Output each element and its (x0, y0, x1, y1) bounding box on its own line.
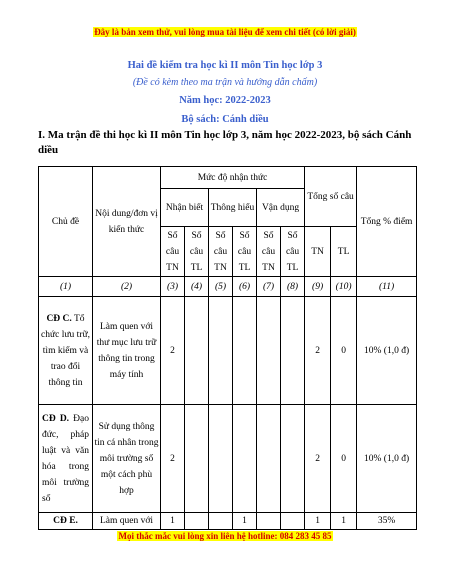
header-nb-tn: Số câu TN (161, 227, 185, 277)
header-thong-hieu: Thông hiểu (209, 189, 257, 227)
chu-de-code: CĐ E. (53, 516, 78, 526)
col-number: (6) (233, 277, 257, 297)
hotline-text: Mọi thắc mắc vui lòng xin liên hệ hotline: 084 283 45 85 (118, 531, 332, 541)
table-row (39, 297, 417, 405)
tong-tl-cell: 0 (331, 297, 357, 405)
diem-cell: 35% (357, 513, 417, 530)
diem-cell: 10% (1,0 đ) (357, 297, 417, 405)
nb-tn-cell: 2 (161, 405, 185, 513)
vd-tn-cell (257, 405, 281, 513)
diem-cell: 10% (1,0 đ) (357, 405, 417, 513)
th-tn-cell (209, 297, 233, 405)
col-number: (8) (281, 277, 305, 297)
assessment-matrix-table (38, 166, 417, 530)
chu-de-code: CĐ D. (42, 413, 70, 424)
tong-tl-cell: 0 (331, 405, 357, 513)
vd-tl-cell (281, 405, 305, 513)
th-tn-cell (209, 513, 233, 530)
col-number: (3) (161, 277, 185, 297)
nb-tl-cell (185, 297, 209, 405)
preview-banner (0, 27, 450, 37)
col-number: (9) (305, 277, 331, 297)
chu-de-text: Tổ chức lưu trữ, tìm kiếm và trao đổi thông tin (41, 313, 90, 388)
chu-de-text: Đạo đức, pháp luật và văn hóa trong môi trường số (42, 413, 89, 504)
header-noi-dung: Nội dung/đơn vị kiến thức (93, 167, 161, 277)
vd-tl-cell (281, 297, 305, 405)
noi-dung-cell: Làm quen với thư mục lưu trữ thông tin trong máy tính (93, 297, 161, 405)
header-tong-tn: TN (305, 227, 331, 277)
header-vd-tl: Số câu TL (281, 227, 305, 277)
header-tong-tl: TL (331, 227, 357, 277)
header-chu-de: Chủ đề (39, 167, 93, 277)
noi-dung-cell: Làm quen với (93, 513, 161, 530)
hotline-banner (0, 531, 450, 541)
document-title: Hai đề kiểm tra học kì II môn Tin học lớp 3 (127, 60, 323, 71)
col-number: (11) (357, 277, 417, 297)
th-tn-cell (209, 405, 233, 513)
col-number: (10) (331, 277, 357, 297)
col-number: (2) (93, 277, 161, 297)
title-block (0, 58, 450, 129)
header-vd-tn: Số câu TN (257, 227, 281, 277)
tong-tn-cell: 2 (305, 297, 331, 405)
header-tong-diem: Tổng % điểm (357, 167, 417, 277)
header-th-tn: Số câu TN (209, 227, 233, 277)
col-number: (5) (209, 277, 233, 297)
chu-de-cell (39, 513, 93, 530)
section-heading: I. Ma trận đề thi học kì II môn Tin học lớp 3, năm học 2022-2023, bộ sách Cánh diều (38, 129, 412, 156)
chu-de-cell (39, 297, 93, 405)
header-th-tl: Số câu TL (233, 227, 257, 277)
header-nb-tl: Số câu TL (185, 227, 209, 277)
chu-de-cell (39, 405, 93, 513)
document-subtitle: (Đề có kèm theo ma trận và hướng dẫn chấm) (132, 77, 318, 88)
th-tl-cell: 1 (233, 513, 257, 530)
col-number: (1) (39, 277, 93, 297)
chu-de-code: CĐ C. (46, 313, 72, 324)
col-number: (7) (257, 277, 281, 297)
column-number-row (39, 277, 417, 297)
textbook-series: Bộ sách: Cánh diều (181, 114, 269, 125)
th-tl-cell (233, 405, 257, 513)
nb-tl-cell (185, 405, 209, 513)
table-row (39, 513, 417, 530)
vd-tl-cell (281, 513, 305, 530)
header-tong-so-cau: Tổng số câu (305, 167, 357, 227)
school-year: Năm học: 2022-2023 (179, 95, 271, 106)
preview-banner-text: Đây là bản xem thử, vui lòng mua tài liệu để xem chi tiết (có lời giải) (94, 27, 356, 37)
th-tl-cell (233, 297, 257, 405)
vd-tn-cell (257, 513, 281, 530)
table-row (39, 405, 417, 513)
nb-tn-cell: 2 (161, 297, 185, 405)
noi-dung-cell: Sử dụng thông tin cá nhân trong môi trường số một cách phù hợp (93, 405, 161, 513)
header-row-1 (39, 167, 417, 189)
header-nhan-biet: Nhận biết (161, 189, 209, 227)
nb-tn-cell: 1 (161, 513, 185, 530)
col-number: (4) (185, 277, 209, 297)
tong-tn-cell: 1 (305, 513, 331, 530)
nb-tl-cell (185, 513, 209, 530)
tong-tl-cell: 1 (331, 513, 357, 530)
tong-tn-cell: 2 (305, 405, 331, 513)
header-van-dung: Vận dụng (257, 189, 305, 227)
header-muc-do: Mức độ nhận thức (161, 167, 305, 189)
vd-tn-cell (257, 297, 281, 405)
